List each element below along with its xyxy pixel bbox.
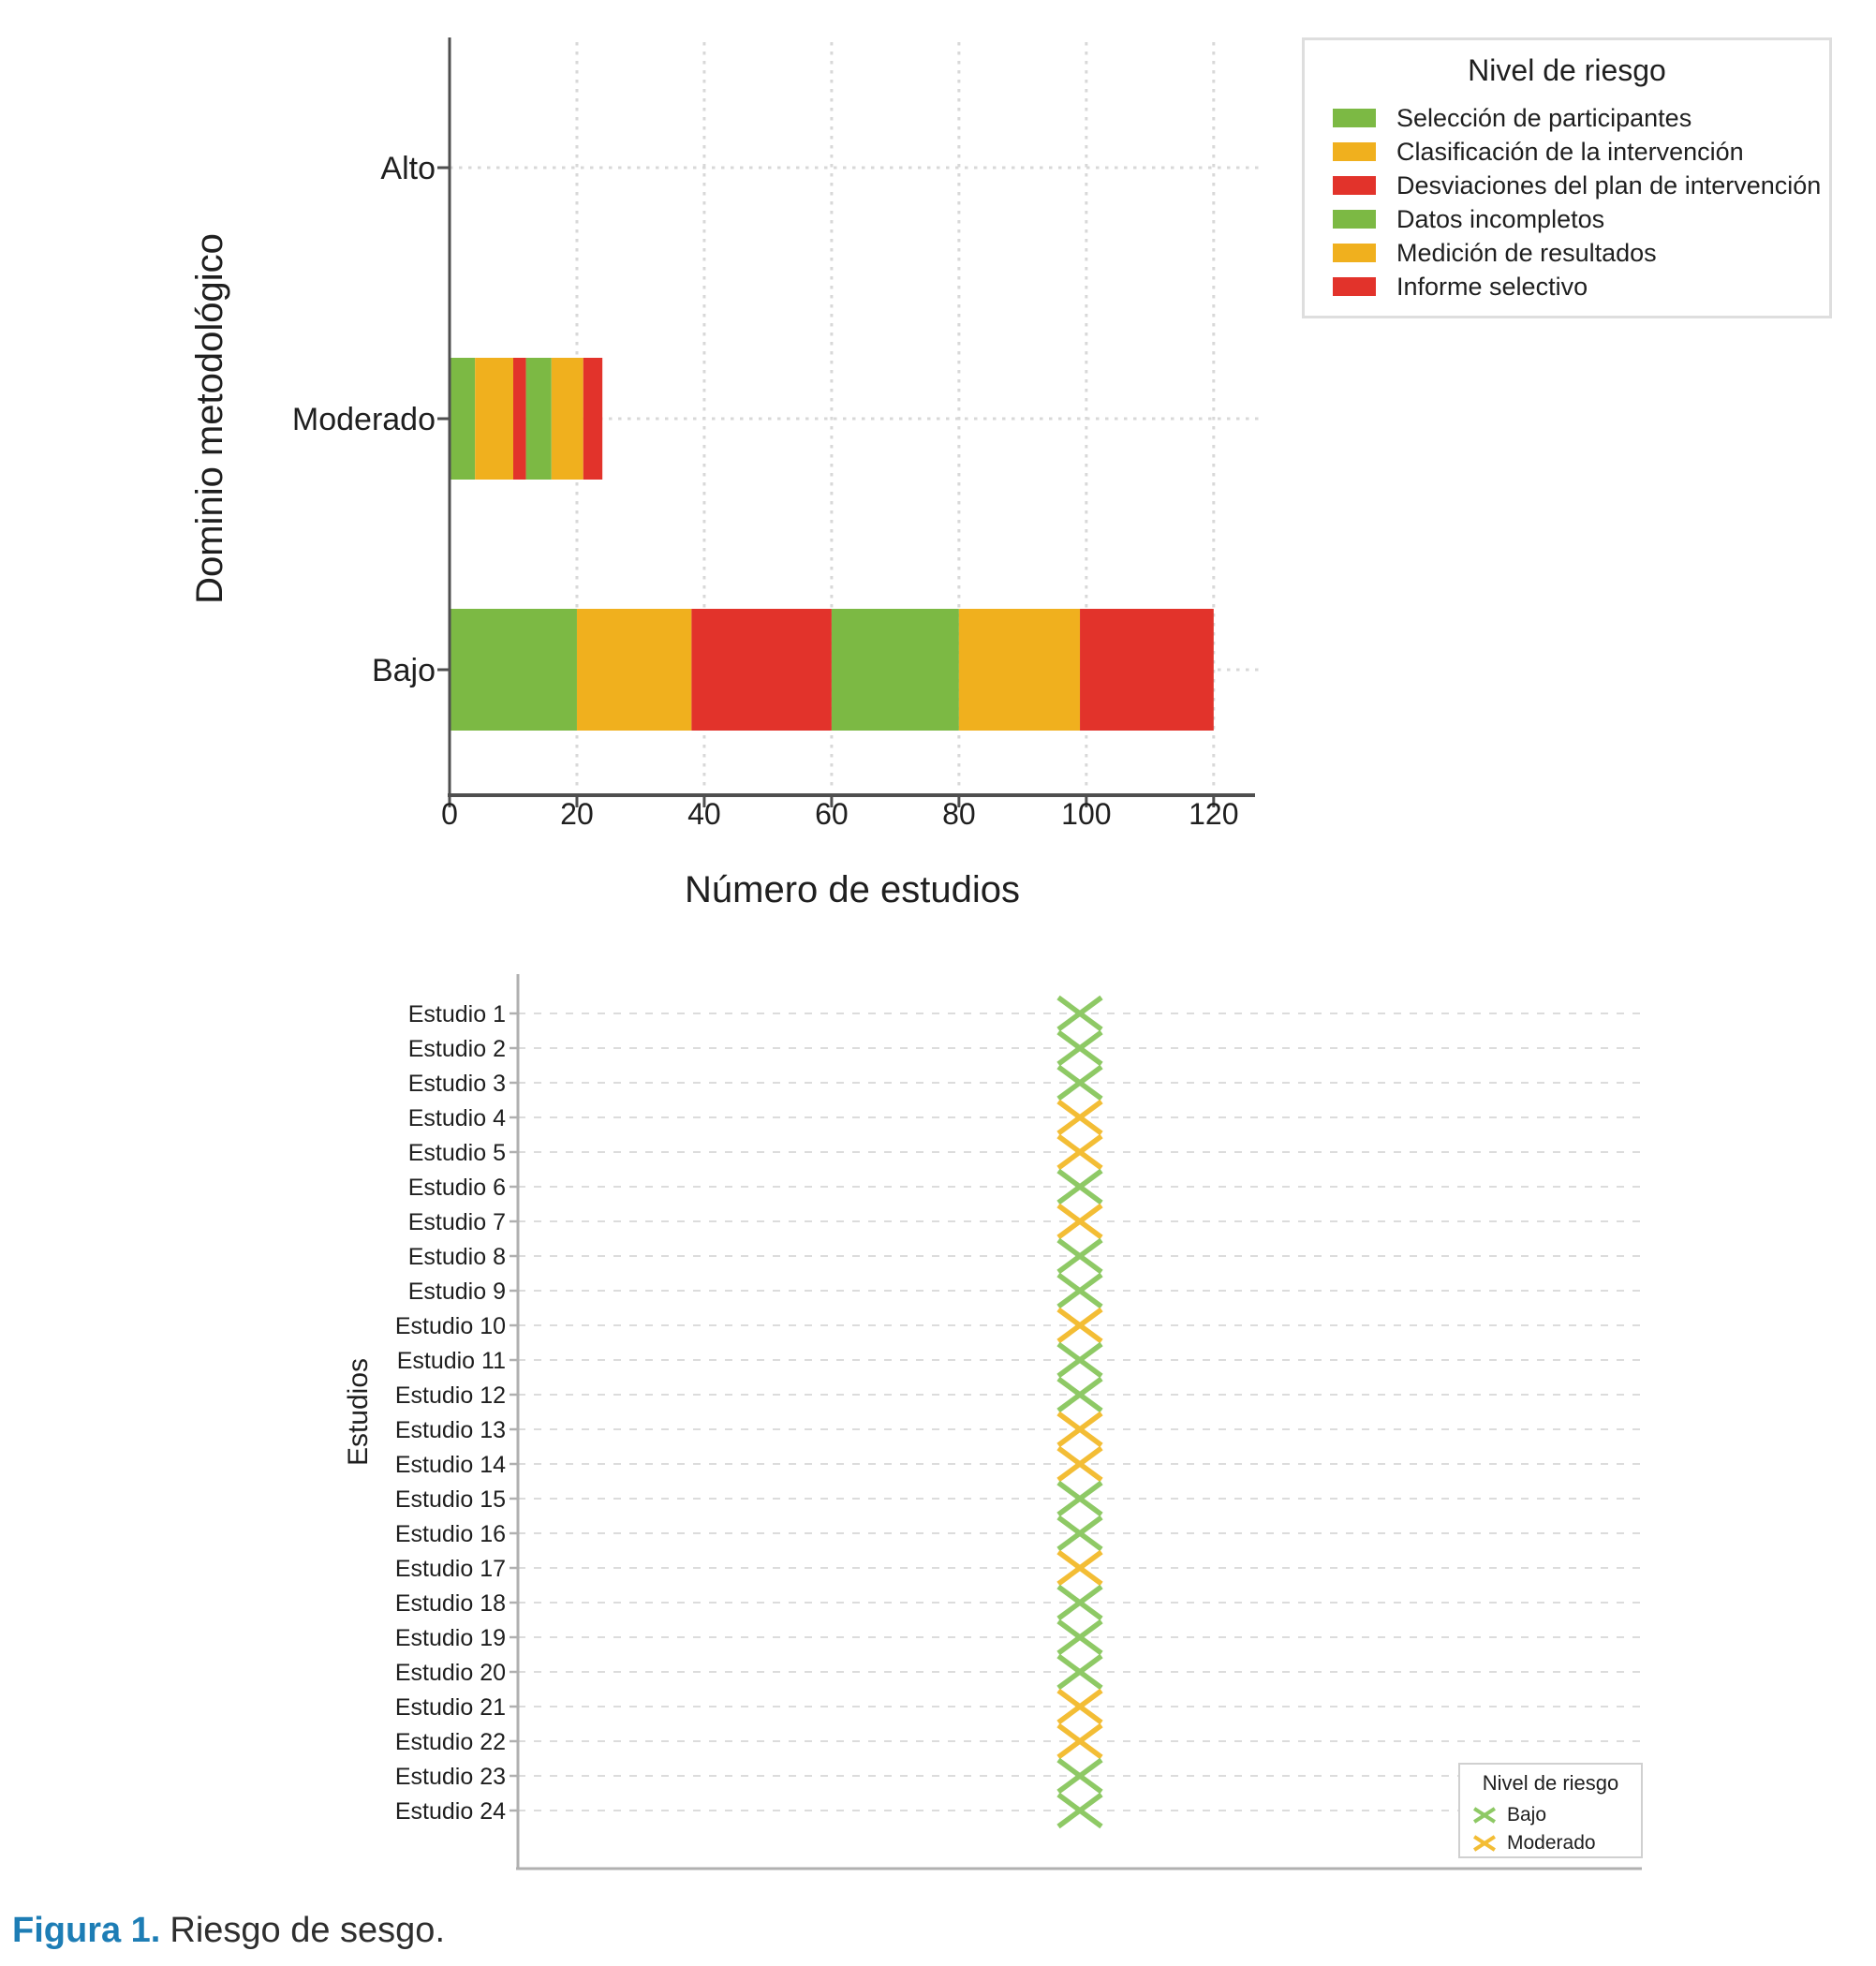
legend-item-label: Informe selectivo (1396, 272, 1588, 301)
category-label: Moderado (291, 402, 436, 437)
legend-item (1460, 1801, 1641, 1829)
study-label: Estudio 6 (407, 1175, 506, 1201)
bar-segment-green (832, 609, 959, 731)
legend-title: Nivel de riesgo (1482, 1771, 1619, 1795)
caption-label: Figura 1. (12, 1911, 161, 1950)
legend-risk-studies (1458, 1763, 1643, 1858)
study-label: Estudio 21 (394, 1694, 506, 1721)
category-label: Alto (380, 151, 436, 186)
study-label: Estudio 22 (394, 1729, 506, 1755)
legend-item-label: Clasificación de la intervención (1396, 137, 1744, 166)
legend-swatch-red (1333, 176, 1376, 195)
study-label: Estudio 1 (407, 1001, 506, 1027)
study-label: Estudio 16 (394, 1521, 506, 1547)
legend-item (1460, 1829, 1641, 1857)
bar-segment-green (450, 609, 577, 731)
category-label: Bajo (371, 653, 436, 688)
legend-items (1305, 101, 1829, 303)
study-label: Estudio 7 (407, 1209, 506, 1235)
study-label: Estudio 15 (394, 1486, 506, 1513)
study-label: Estudio 4 (407, 1105, 506, 1131)
legend-item-label: Selección de participantes (1396, 103, 1692, 132)
legend-item (1305, 236, 1829, 270)
bar-segment-red (691, 609, 832, 731)
study-label: Estudio 10 (394, 1313, 506, 1339)
bar-segment-amber (475, 358, 513, 480)
bar-segment-red (1080, 609, 1214, 731)
legend-swatch-amber (1333, 142, 1376, 161)
bar-segment-red (513, 358, 526, 480)
study-label: Estudio 18 (394, 1590, 506, 1617)
x-tick-label: 0 (441, 797, 458, 831)
legend-item-label: Bajo (1507, 1804, 1547, 1826)
x-tick-label: 60 (815, 797, 849, 831)
x-tick-label: 40 (687, 797, 721, 831)
bar-segment-green (450, 358, 475, 480)
x-tick-label: 80 (942, 797, 976, 831)
legend-item (1305, 202, 1829, 236)
study-label: Estudio 12 (394, 1382, 506, 1409)
legend-item (1305, 169, 1829, 202)
legend-risk-domains (1302, 37, 1832, 318)
legend-item-label: Desviaciones del plan de intervención (1396, 170, 1822, 200)
y-axis-title: Dominio metodológico (189, 233, 230, 604)
study-label: Estudio 3 (407, 1071, 506, 1097)
caption-text: Riesgo de sesgo. (170, 1911, 446, 1950)
legend-swatch-amber (1333, 244, 1376, 262)
x-marker-amber-icon (1473, 1834, 1496, 1853)
bar-segment-red (583, 358, 602, 480)
study-label: Estudio 5 (407, 1140, 506, 1166)
study-label: Estudio 14 (394, 1452, 506, 1478)
study-label: Estudio 20 (394, 1660, 506, 1686)
x-tick-label: 100 (1061, 797, 1112, 831)
study-label: Estudio 11 (396, 1348, 506, 1374)
legend-items (1460, 1801, 1641, 1857)
legend-item-label: Moderado (1507, 1832, 1596, 1854)
bar-segment-amber (577, 609, 691, 731)
bar-segment-amber (959, 609, 1080, 731)
x-axis-title: Número de estudios (685, 869, 1020, 910)
legend-item (1305, 135, 1829, 169)
study-label: Estudio 13 (394, 1417, 506, 1443)
bar-segment-amber (552, 358, 583, 480)
x-tick-label: 120 (1189, 797, 1239, 831)
study-label: Estudio 2 (407, 1036, 506, 1062)
legend-swatch-green (1333, 109, 1376, 127)
legend-item-label: Datos incompletos (1396, 204, 1605, 233)
figure-caption (12, 1911, 445, 1951)
study-label: Estudio 23 (394, 1764, 506, 1790)
y-axis-title: Estudios (343, 1357, 374, 1467)
legend-swatch-red (1333, 277, 1376, 296)
study-label: Estudio 8 (407, 1244, 506, 1270)
legend-item-label: Medición de resultados (1396, 238, 1657, 267)
x-marker-green-icon (1473, 1806, 1496, 1825)
bar-segment-green (526, 358, 552, 480)
study-label: Estudio 9 (407, 1279, 506, 1305)
study-label: Estudio 17 (394, 1556, 506, 1582)
x-tick-label: 20 (560, 797, 594, 831)
study-label: Estudio 19 (394, 1625, 506, 1651)
study-label: Estudio 24 (394, 1798, 506, 1825)
legend-item (1305, 270, 1829, 303)
legend-swatch-green (1333, 210, 1376, 229)
legend-title: Nivel de riesgo (1468, 53, 1666, 87)
legend-item (1305, 101, 1829, 135)
